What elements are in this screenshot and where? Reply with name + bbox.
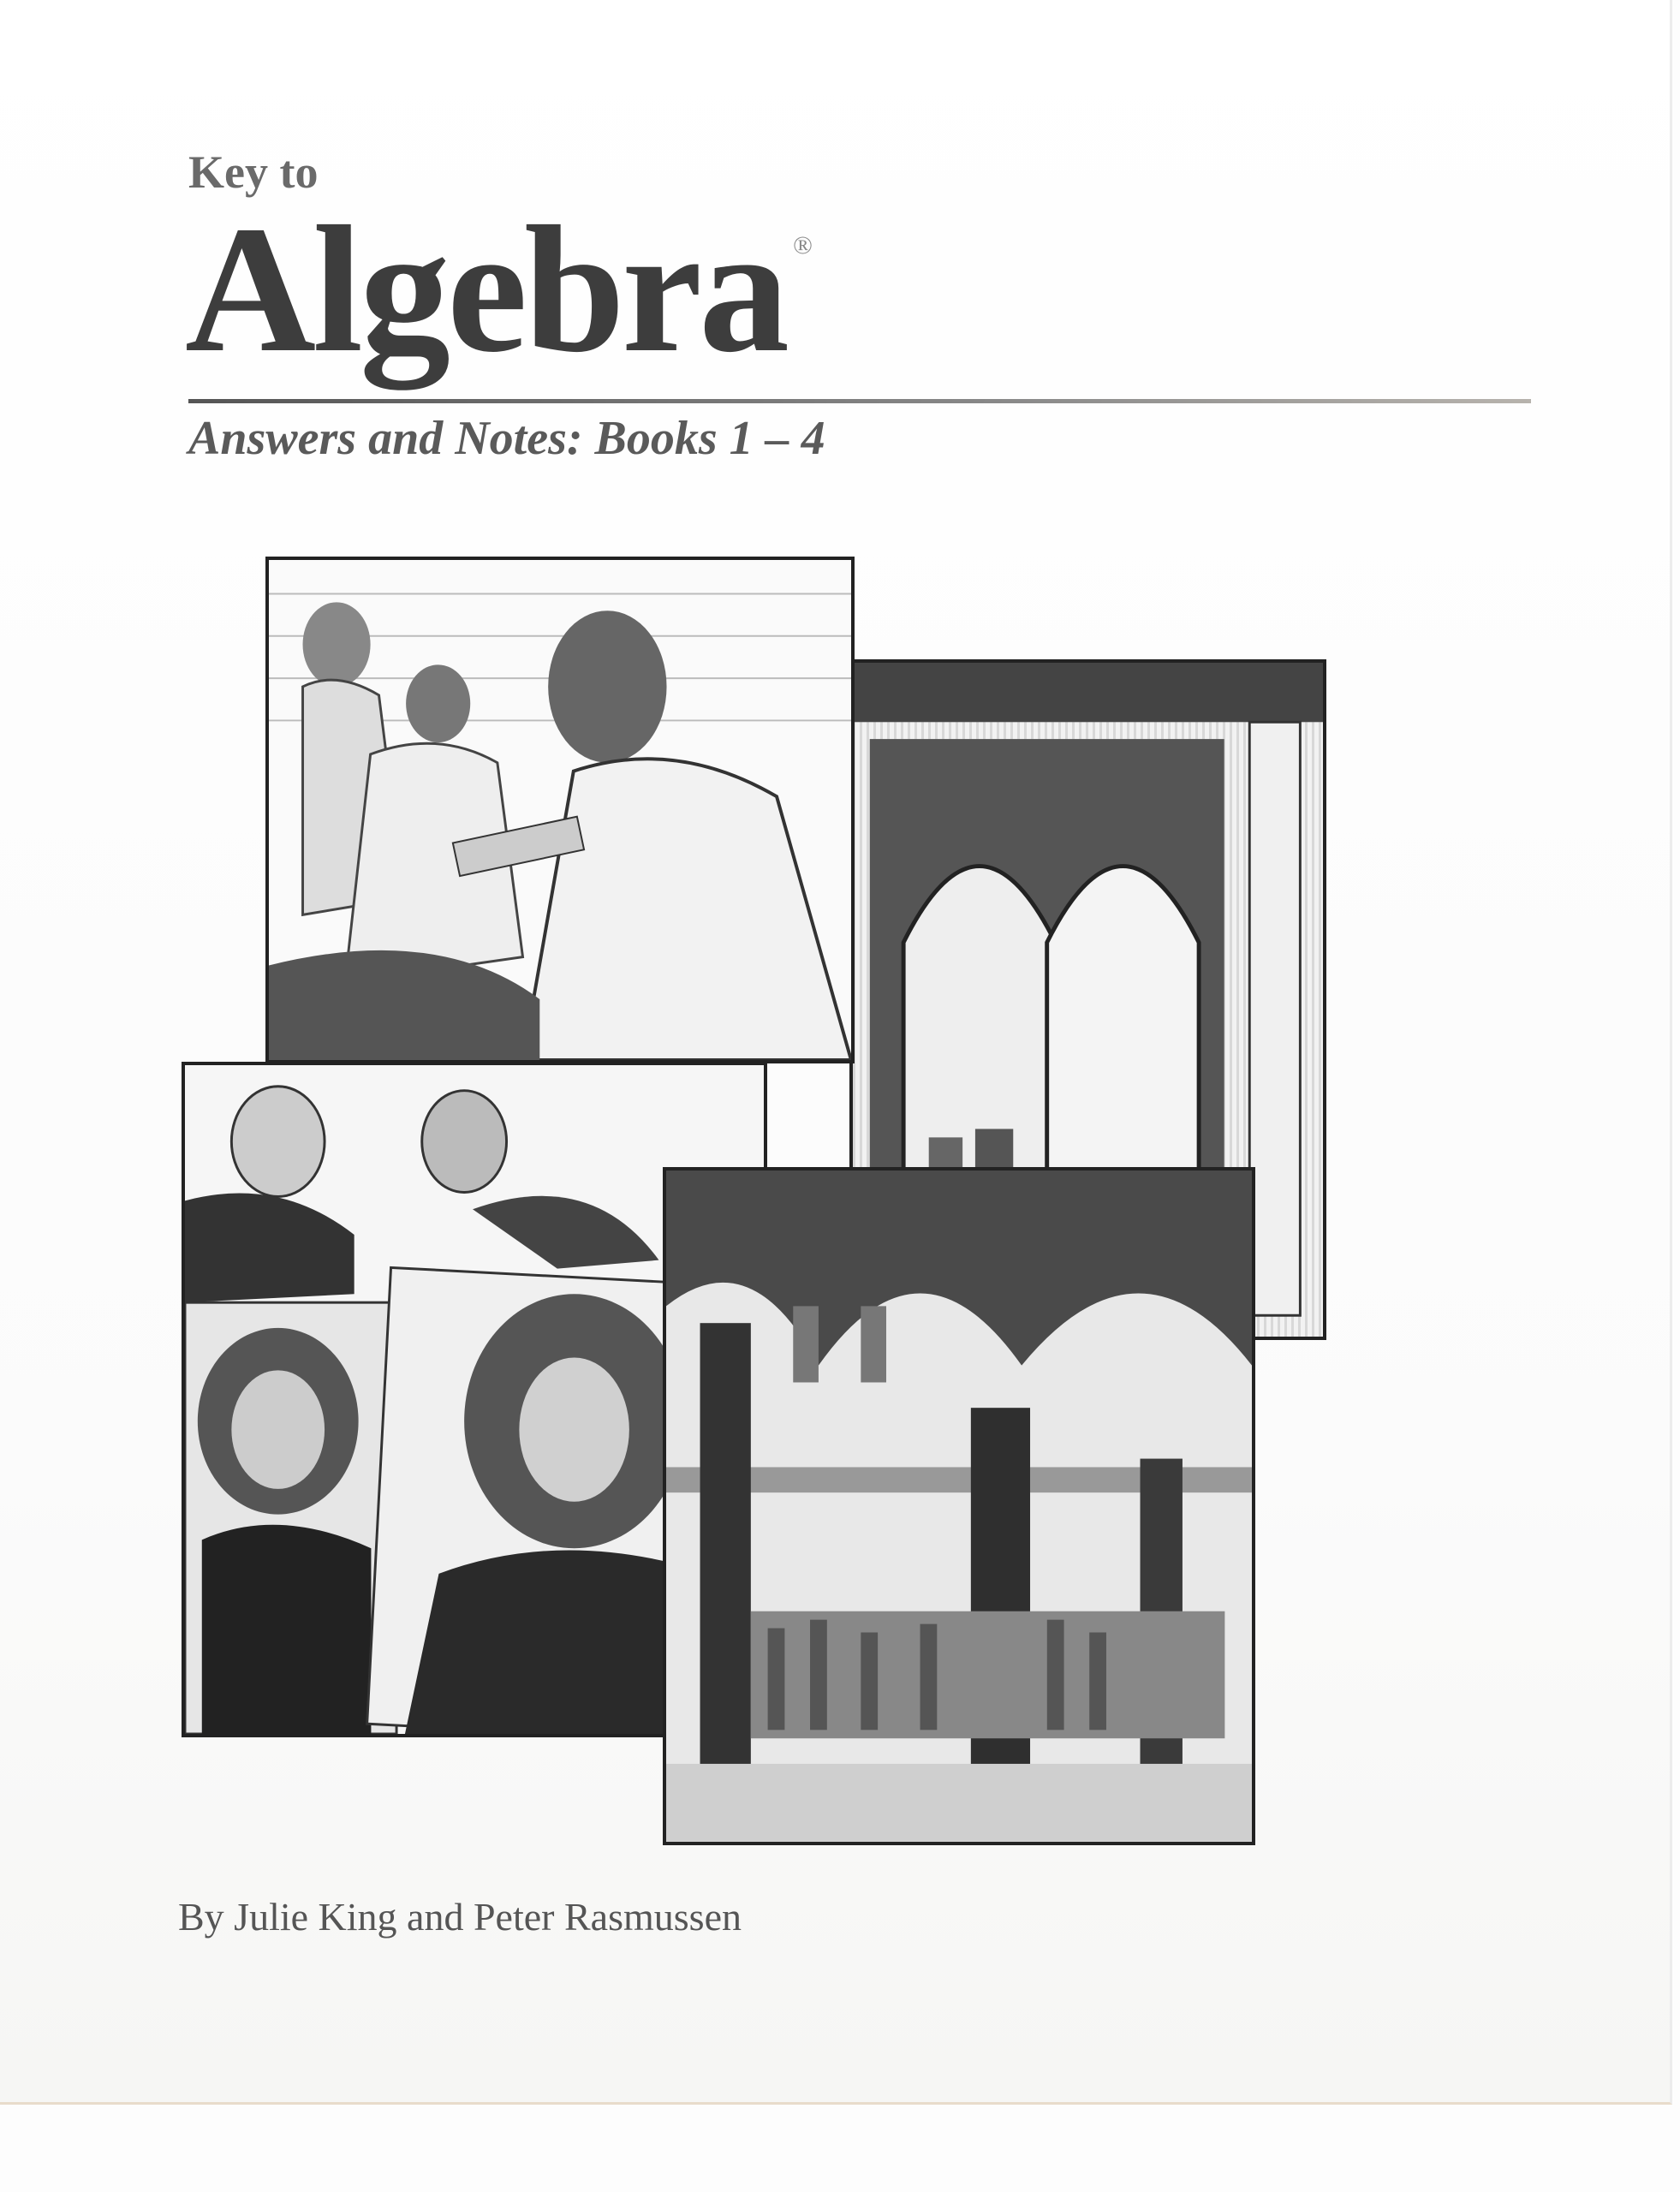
authors-byline: By Julie King and Peter Rasmussen: [178, 1895, 742, 1939]
title-row: [185, 188, 813, 390]
registered-mark: ®: [793, 231, 813, 260]
title-kicker: Key to: [188, 146, 319, 198]
title-block: [185, 146, 813, 390]
book-subtitle: Answers and Notes: Books 1 – 4: [188, 412, 825, 465]
renaissance-courtyard-illustration: [663, 1167, 1255, 1845]
book-title: Algebra: [185, 188, 787, 390]
ancient-scribes-illustration: [265, 557, 855, 1063]
title-divider: [188, 399, 1531, 403]
